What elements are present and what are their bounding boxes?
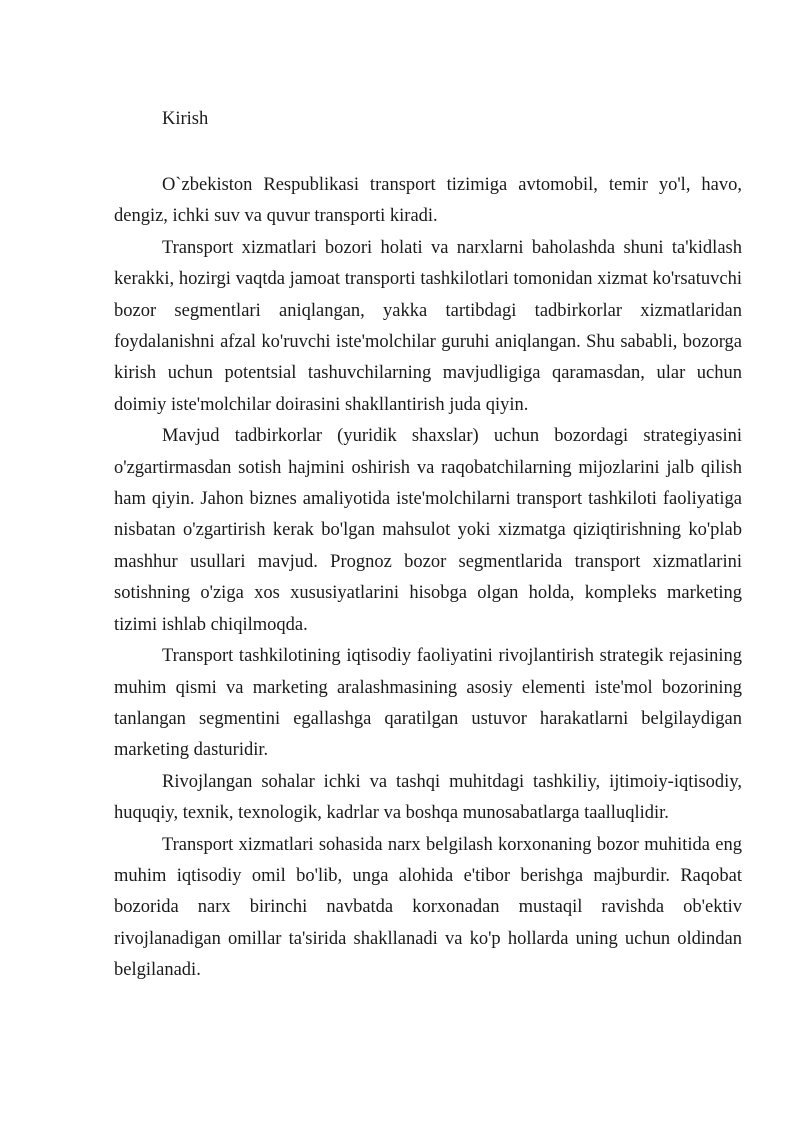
document-body bbox=[114, 170, 742, 987]
paragraph: O`zbekiston Respublikasi transport tizimiga avtomobil, temir yo'l, havo, dengiz, ichki suv va quvur transporti kiradi. bbox=[114, 175, 742, 227]
paragraph: Transport xizmatlari sohasida narx belgilash korxonaning bozor muhitida eng muhim iqtisodiy omil bo'lib, unga alohida e'tibor berishga majburdir. Raqobat bozorida narx birinchi navbatda korxonadan mustaqil ravishda ob'ektiv rivojlanadigan omillar ta'sirida shakllanadi va ko'p hollarda uning uchun oldindan belgilanadi. bbox=[114, 834, 742, 981]
paragraph: Mavjud tadbirkorlar (yuridik shaxslar) uchun bozordagi strategiyasini o'zgartirmasdan sotish hajmini oshirish va raqobatchilarning mijozlarini jalb qilish ham qiyin. Jahon biznes amaliyotida iste'molchilarni transport tashkiloti faoliyatiga nisbatan o'zgartirish kerak bo'lgan mahsulot yoki xizmatga qiziqtirishning ko'plab mashhur usullari mavjud. Prognoz bozor segmentlarida transport xizmatlarini sotishning o'ziga xos xususiyatlarini hisobga olgan holda, kompleks marketing tizimi ishlab chiqilmoqda. bbox=[114, 426, 742, 635]
paragraph: Rivojlangan sohalar ichki va tashqi muhitdagi tashkiliy, ijtimoiy-iqtisodiy, huquqiy, texnik, texnologik, kadrlar va boshqa munosabatlarga taalluqlidir. bbox=[114, 771, 742, 824]
section-heading: Kirish bbox=[162, 109, 209, 129]
paragraph: Transport tashkilotining iqtisodiy faoliyatini rivojlantirish strategik rejasining muhim qismi va marketing aralashmasining asosiy elementi iste'mol bozorining tanlangan segmentini egallashga qaratilgan ustuvor harakatlarni belgilaydigan marketing dasturidir. bbox=[114, 646, 742, 761]
paragraph: Transport xizmatlari bozori holati va narxlarni baholashda shuni ta'kidlash kerakki, hozirgi vaqtda jamoat transporti tashkilotlari tomonidan xizmat ko'rsatuvchi bozor segmentlari aniqlangan, yakka tartibdagi tadbirkorlar xizmatlaridan foydalanishni afzal ko'ruvchi iste'molchilar guruhi aniqlangan. Shu sababli, bozorga kirish uchun potentsial tashuvchilarning mavjudligiga qaramasdan, ular uchun doimiy iste'molchilar doirasini shakllantirish juda qiyin. bbox=[114, 237, 742, 415]
